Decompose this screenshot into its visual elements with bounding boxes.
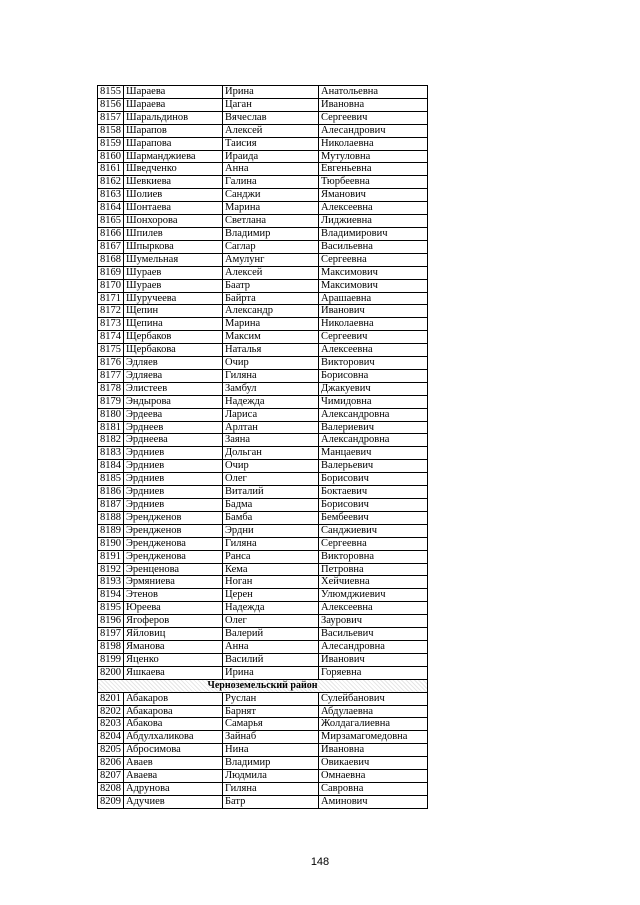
surname-cell: Аваева	[124, 770, 223, 783]
table-row	[98, 602, 428, 615]
row-number: 8176	[98, 357, 124, 370]
table-row	[98, 473, 428, 486]
surname-cell: Эренценова	[124, 563, 223, 576]
row-number: 8168	[98, 253, 124, 266]
first-name-cell: Байрта	[223, 292, 319, 305]
row-number: 8207	[98, 770, 124, 783]
first-name-cell: Вячеслав	[223, 111, 319, 124]
row-number: 8164	[98, 202, 124, 215]
first-name-cell: Гиляна	[223, 782, 319, 795]
table-row	[98, 576, 428, 589]
table-row	[98, 795, 428, 808]
first-name-cell: Ирина	[223, 86, 319, 99]
row-number: 8202	[98, 705, 124, 718]
surname-cell: Эрендженова	[124, 550, 223, 563]
surname-cell: Элистеев	[124, 382, 223, 395]
row-number: 8162	[98, 176, 124, 189]
patronymic-cell: Евгеньевна	[319, 163, 428, 176]
row-number: 8186	[98, 486, 124, 499]
patronymic-cell: Савровна	[319, 782, 428, 795]
first-name-cell: Олег	[223, 473, 319, 486]
surname-cell: Шуручеева	[124, 292, 223, 305]
table-row	[98, 782, 428, 795]
first-name-cell: Эрдни	[223, 524, 319, 537]
surname-cell: Эрендженов	[124, 524, 223, 537]
surname-cell: Эрендженова	[124, 537, 223, 550]
surname-cell: Аваев	[124, 757, 223, 770]
patronymic-cell: Бембеевич	[319, 511, 428, 524]
row-number: 8206	[98, 757, 124, 770]
first-name-cell: Олег	[223, 615, 319, 628]
first-name-cell: Очир	[223, 460, 319, 473]
table-row	[98, 227, 428, 240]
row-number: 8166	[98, 227, 124, 240]
surname-cell: Шараева	[124, 86, 223, 99]
surname-cell: Щербаков	[124, 331, 223, 344]
patronymic-cell: Сулейбанович	[319, 692, 428, 705]
row-number: 8167	[98, 240, 124, 253]
patronymic-cell: Борисовна	[319, 369, 428, 382]
register-table	[97, 85, 428, 809]
surname-cell: Яйловиц	[124, 628, 223, 641]
row-number: 8180	[98, 408, 124, 421]
patronymic-cell: Валерьевич	[319, 460, 428, 473]
first-name-cell: Самарья	[223, 718, 319, 731]
first-name-cell: Алексей	[223, 124, 319, 137]
patronymic-cell: Алесандровна	[319, 640, 428, 653]
table-row	[98, 253, 428, 266]
first-name-cell: Ираида	[223, 150, 319, 163]
first-name-cell: Нина	[223, 744, 319, 757]
surname-cell: Юреева	[124, 602, 223, 615]
row-number: 8209	[98, 795, 124, 808]
patronymic-cell: Алексеевна	[319, 344, 428, 357]
section-header-row	[98, 679, 428, 692]
row-number: 8178	[98, 382, 124, 395]
first-name-cell: Кема	[223, 563, 319, 576]
row-number: 8165	[98, 215, 124, 228]
row-number: 8160	[98, 150, 124, 163]
first-name-cell: Батр	[223, 795, 319, 808]
surname-cell: Абросимова	[124, 744, 223, 757]
surname-cell: Шараева	[124, 98, 223, 111]
row-number: 8188	[98, 511, 124, 524]
row-number: 8194	[98, 589, 124, 602]
row-number: 8199	[98, 653, 124, 666]
first-name-cell: Цаган	[223, 98, 319, 111]
table-row	[98, 486, 428, 499]
surname-cell: Эрдниев	[124, 447, 223, 460]
table-row	[98, 111, 428, 124]
first-name-cell: Таисия	[223, 137, 319, 150]
first-name-cell: Зайнаб	[223, 731, 319, 744]
first-name-cell: Бадма	[223, 499, 319, 512]
page-number: 148	[310, 856, 330, 868]
surname-cell: Яценко	[124, 653, 223, 666]
table-row	[98, 705, 428, 718]
table-row	[98, 137, 428, 150]
row-number: 8170	[98, 279, 124, 292]
first-name-cell: Ранса	[223, 550, 319, 563]
table-row	[98, 757, 428, 770]
first-name-cell: Гиляна	[223, 369, 319, 382]
patronymic-cell: Овикаевич	[319, 757, 428, 770]
row-number: 8179	[98, 395, 124, 408]
row-number: 8183	[98, 447, 124, 460]
surname-cell: Эрдниев	[124, 460, 223, 473]
first-name-cell: Василий	[223, 653, 319, 666]
table-row	[98, 447, 428, 460]
row-number: 8187	[98, 499, 124, 512]
row-number: 8169	[98, 266, 124, 279]
patronymic-cell: Валериевич	[319, 421, 428, 434]
row-number: 8177	[98, 369, 124, 382]
surname-cell: Щепин	[124, 305, 223, 318]
patronymic-cell: Николаевна	[319, 318, 428, 331]
table-row	[98, 421, 428, 434]
surname-cell: Этенов	[124, 589, 223, 602]
row-number: 8171	[98, 292, 124, 305]
table-row	[98, 176, 428, 189]
surname-cell: Шарапова	[124, 137, 223, 150]
row-number: 8182	[98, 434, 124, 447]
row-number: 8175	[98, 344, 124, 357]
surname-cell: Эрдниев	[124, 486, 223, 499]
surname-cell: Щепина	[124, 318, 223, 331]
surname-cell: Шарапов	[124, 124, 223, 137]
row-number: 8157	[98, 111, 124, 124]
surname-cell: Эндырова	[124, 395, 223, 408]
row-number: 8163	[98, 189, 124, 202]
first-name-cell: Очир	[223, 357, 319, 370]
section-title: Черноземельский район	[98, 679, 428, 692]
first-name-cell: Виталий	[223, 486, 319, 499]
surname-cell: Яманова	[124, 640, 223, 653]
surname-cell: Эрднеева	[124, 434, 223, 447]
patronymic-cell: Аминович	[319, 795, 428, 808]
patronymic-cell: Владимирович	[319, 227, 428, 240]
table-row	[98, 640, 428, 653]
table-row	[98, 150, 428, 163]
surname-cell: Шведченко	[124, 163, 223, 176]
surname-cell: Эдляев	[124, 357, 223, 370]
surname-cell: Шолиев	[124, 189, 223, 202]
table-row	[98, 718, 428, 731]
surname-cell: Абакова	[124, 718, 223, 731]
table-row	[98, 628, 428, 641]
row-number: 8159	[98, 137, 124, 150]
table-row	[98, 563, 428, 576]
table-row	[98, 331, 428, 344]
patronymic-cell: Сергеевич	[319, 331, 428, 344]
table-row	[98, 318, 428, 331]
row-number: 8205	[98, 744, 124, 757]
patronymic-cell: Александровна	[319, 434, 428, 447]
first-name-cell: Дольган	[223, 447, 319, 460]
table-row	[98, 589, 428, 602]
row-number: 8192	[98, 563, 124, 576]
first-name-cell: Владимир	[223, 757, 319, 770]
table-row	[98, 460, 428, 473]
section-header-group	[98, 679, 428, 692]
patronymic-cell: Алексеевна	[319, 602, 428, 615]
patronymic-cell: Абдулаевна	[319, 705, 428, 718]
first-name-cell: Людмила	[223, 770, 319, 783]
first-name-cell: Арлтан	[223, 421, 319, 434]
patronymic-cell: Жолдагалиевна	[319, 718, 428, 731]
patronymic-cell: Викторович	[319, 357, 428, 370]
patronymic-cell: Улюмджиевич	[319, 589, 428, 602]
table-row	[98, 524, 428, 537]
table-body-part1	[98, 86, 428, 680]
surname-cell: Эрендженов	[124, 511, 223, 524]
patronymic-cell: Джакуевич	[319, 382, 428, 395]
surname-cell: Эрмяниева	[124, 576, 223, 589]
table-row	[98, 731, 428, 744]
row-number: 8197	[98, 628, 124, 641]
patronymic-cell: Максимович	[319, 266, 428, 279]
row-number: 8193	[98, 576, 124, 589]
patronymic-cell: Сергеевна	[319, 537, 428, 550]
table-row	[98, 653, 428, 666]
row-number: 8196	[98, 615, 124, 628]
surname-cell: Адрунова	[124, 782, 223, 795]
row-number: 8204	[98, 731, 124, 744]
surname-cell: Абакаров	[124, 692, 223, 705]
first-name-cell: Ноган	[223, 576, 319, 589]
surname-cell: Шарманджиева	[124, 150, 223, 163]
table-row	[98, 292, 428, 305]
table-row	[98, 163, 428, 176]
patronymic-cell: Борисович	[319, 473, 428, 486]
first-name-cell: Алексей	[223, 266, 319, 279]
row-number: 8198	[98, 640, 124, 653]
patronymic-cell: Заурович	[319, 615, 428, 628]
row-number: 8189	[98, 524, 124, 537]
row-number: 8185	[98, 473, 124, 486]
table-row	[98, 382, 428, 395]
table-row	[98, 744, 428, 757]
first-name-cell: Ирина	[223, 666, 319, 679]
first-name-cell: Руслан	[223, 692, 319, 705]
surname-cell: Эдляева	[124, 369, 223, 382]
table-row	[98, 240, 428, 253]
first-name-cell: Саглар	[223, 240, 319, 253]
row-number: 8156	[98, 98, 124, 111]
table-row	[98, 666, 428, 679]
first-name-cell: Максим	[223, 331, 319, 344]
first-name-cell: Церен	[223, 589, 319, 602]
first-name-cell: Амулунг	[223, 253, 319, 266]
surname-cell: Эрдниев	[124, 499, 223, 512]
first-name-cell: Барнят	[223, 705, 319, 718]
surname-cell: Яшкаева	[124, 666, 223, 679]
row-number: 8190	[98, 537, 124, 550]
row-number: 8201	[98, 692, 124, 705]
table-row	[98, 395, 428, 408]
patronymic-cell: Чимидовна	[319, 395, 428, 408]
row-number: 8161	[98, 163, 124, 176]
patronymic-cell: Лиджиевна	[319, 215, 428, 228]
row-number: 8172	[98, 305, 124, 318]
table-row	[98, 499, 428, 512]
first-name-cell: Владимир	[223, 227, 319, 240]
patronymic-cell: Санджиевич	[319, 524, 428, 537]
table-row	[98, 202, 428, 215]
patronymic-cell: Васильевна	[319, 240, 428, 253]
patronymic-cell: Иванович	[319, 305, 428, 318]
surname-cell: Шонтаева	[124, 202, 223, 215]
surname-cell: Шаральдинов	[124, 111, 223, 124]
surname-cell: Абдулхаликова	[124, 731, 223, 744]
table-row	[98, 537, 428, 550]
first-name-cell: Наталья	[223, 344, 319, 357]
row-number: 8158	[98, 124, 124, 137]
table-row	[98, 615, 428, 628]
table-row	[98, 266, 428, 279]
patronymic-cell: Омнаевна	[319, 770, 428, 783]
surname-cell: Шонхорова	[124, 215, 223, 228]
patronymic-cell: Ивановна	[319, 744, 428, 757]
table-row	[98, 215, 428, 228]
surname-cell: Адучиев	[124, 795, 223, 808]
patronymic-cell: Яманович	[319, 189, 428, 202]
table-row	[98, 86, 428, 99]
patronymic-cell: Иванович	[319, 653, 428, 666]
first-name-cell: Гиляна	[223, 537, 319, 550]
table-row	[98, 692, 428, 705]
table-body-part2	[98, 692, 428, 808]
patronymic-cell: Петровна	[319, 563, 428, 576]
surname-cell: Шпыркова	[124, 240, 223, 253]
table-row	[98, 98, 428, 111]
row-number: 8155	[98, 86, 124, 99]
patronymic-cell: Борисович	[319, 499, 428, 512]
first-name-cell: Надежда	[223, 395, 319, 408]
table-row	[98, 434, 428, 447]
row-number: 8200	[98, 666, 124, 679]
first-name-cell: Галина	[223, 176, 319, 189]
table-row	[98, 344, 428, 357]
surname-cell: Эрдниев	[124, 473, 223, 486]
patronymic-cell: Алесандрович	[319, 124, 428, 137]
first-name-cell: Баатр	[223, 279, 319, 292]
patronymic-cell: Александровна	[319, 408, 428, 421]
first-name-cell: Марина	[223, 318, 319, 331]
patronymic-cell: Алексеевна	[319, 202, 428, 215]
patronymic-cell: Николаевна	[319, 137, 428, 150]
first-name-cell: Лариса	[223, 408, 319, 421]
table-row	[98, 511, 428, 524]
table-row	[98, 770, 428, 783]
patronymic-cell: Анатольевна	[319, 86, 428, 99]
surname-cell: Эрдеева	[124, 408, 223, 421]
surname-cell: Ягоферов	[124, 615, 223, 628]
first-name-cell: Анна	[223, 163, 319, 176]
row-number: 8184	[98, 460, 124, 473]
first-name-cell: Анна	[223, 640, 319, 653]
patronymic-cell: Васильевич	[319, 628, 428, 641]
table-row	[98, 279, 428, 292]
table-row	[98, 550, 428, 563]
row-number: 8203	[98, 718, 124, 731]
patronymic-cell: Боктаевич	[319, 486, 428, 499]
patronymic-cell: Горяевна	[319, 666, 428, 679]
surname-cell: Шураев	[124, 279, 223, 292]
first-name-cell: Марина	[223, 202, 319, 215]
first-name-cell: Надежда	[223, 602, 319, 615]
row-number: 8191	[98, 550, 124, 563]
first-name-cell: Санджи	[223, 189, 319, 202]
table-row	[98, 357, 428, 370]
table-row	[98, 369, 428, 382]
table-row	[98, 189, 428, 202]
patronymic-cell: Тюрбеевна	[319, 176, 428, 189]
surname-cell: Щербакова	[124, 344, 223, 357]
patronymic-cell: Манцаевич	[319, 447, 428, 460]
surname-cell: Шураев	[124, 266, 223, 279]
table-row	[98, 408, 428, 421]
patronymic-cell: Викторовна	[319, 550, 428, 563]
table-row	[98, 305, 428, 318]
surname-cell: Шевкиева	[124, 176, 223, 189]
table-row	[98, 124, 428, 137]
row-number: 8173	[98, 318, 124, 331]
first-name-cell: Светлана	[223, 215, 319, 228]
surname-cell: Абакарова	[124, 705, 223, 718]
first-name-cell: Замбул	[223, 382, 319, 395]
patronymic-cell: Мирзамагомедовна	[319, 731, 428, 744]
first-name-cell: Заяна	[223, 434, 319, 447]
patronymic-cell: Ивановна	[319, 98, 428, 111]
surname-cell: Шпилев	[124, 227, 223, 240]
first-name-cell: Бамба	[223, 511, 319, 524]
first-name-cell: Александр	[223, 305, 319, 318]
patronymic-cell: Максимович	[319, 279, 428, 292]
surname-cell: Шумельная	[124, 253, 223, 266]
surname-cell: Эрднеев	[124, 421, 223, 434]
patronymic-cell: Арашаевна	[319, 292, 428, 305]
patronymic-cell: Мутуловна	[319, 150, 428, 163]
patronymic-cell: Хейчиевна	[319, 576, 428, 589]
patronymic-cell: Сергеевич	[319, 111, 428, 124]
patronymic-cell: Сергеевна	[319, 253, 428, 266]
row-number: 8208	[98, 782, 124, 795]
row-number: 8195	[98, 602, 124, 615]
row-number: 8181	[98, 421, 124, 434]
row-number: 8174	[98, 331, 124, 344]
first-name-cell: Валерий	[223, 628, 319, 641]
